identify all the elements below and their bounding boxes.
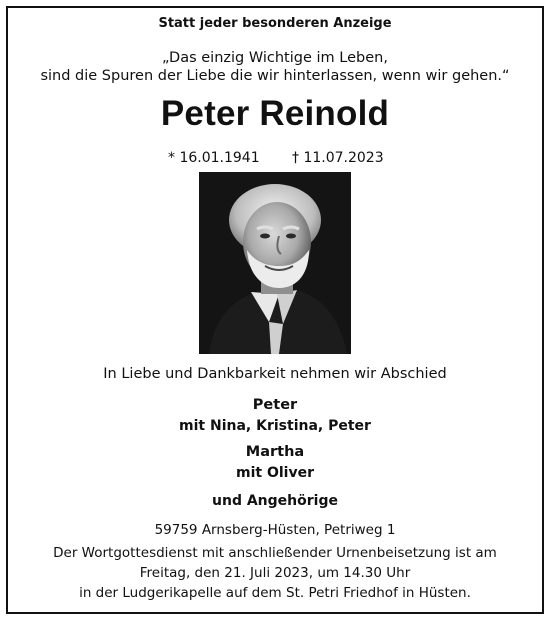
birth-date: * 16.01.1941 xyxy=(168,150,260,166)
family-member: Peter xyxy=(252,397,298,413)
death-date: † 11.07.2023 xyxy=(292,150,384,166)
family-member: und Angehörige xyxy=(212,493,338,509)
service-info-line-3: in der Ludgerikapelle auf dem St. Petri Friedhof in Hüsten. xyxy=(79,585,471,601)
family-member: mit Oliver xyxy=(236,465,314,481)
portrait-photo xyxy=(199,172,351,354)
farewell-text: In Liebe und Dankbarkeit nehmen wir Abschied xyxy=(103,366,447,382)
deceased-name: Peter Reinold xyxy=(160,94,390,133)
family-member: Martha xyxy=(245,444,305,460)
address: 59759 Arnsberg-Hüsten, Petriweg 1 xyxy=(154,522,396,538)
service-info-line-1: Der Wortgottesdienst mit anschließender Urnenbeisetzung ist am xyxy=(53,545,497,561)
quote-line-1: „Das einzig Wichtige im Leben, xyxy=(162,50,388,66)
family-member: mit Nina, Kristina, Peter xyxy=(179,418,371,434)
service-info-line-2: Freitag, den 21. Juli 2023, um 14.30 Uhr xyxy=(139,565,411,581)
quote-line-2: sind die Spuren der Liebe die wir hinterlassen, wenn wir gehen.“ xyxy=(40,68,510,84)
notice-header: Statt jeder besonderen Anzeige xyxy=(158,16,392,31)
